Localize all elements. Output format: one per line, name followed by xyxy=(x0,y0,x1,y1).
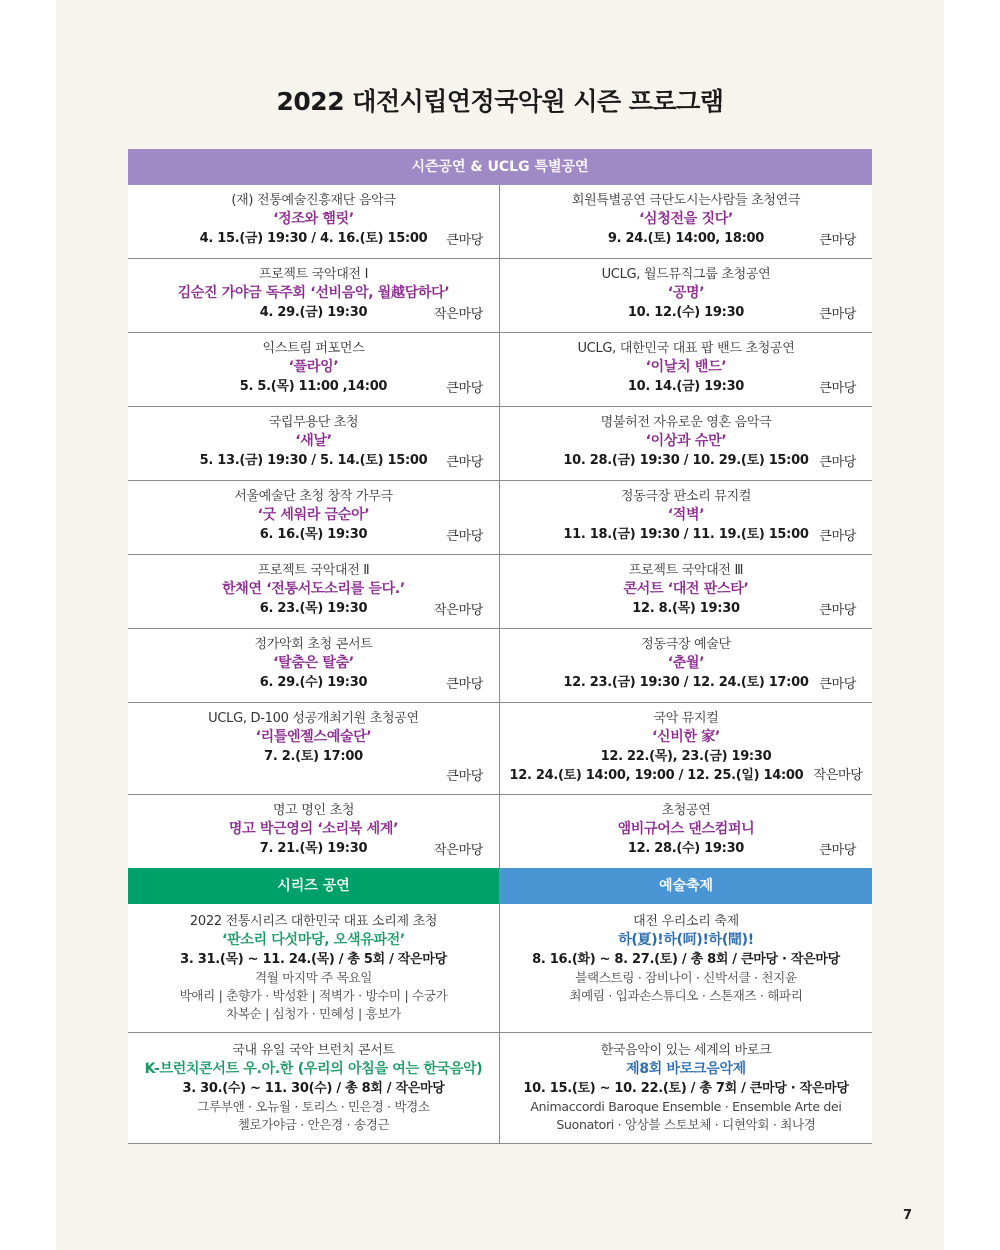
program-venue: 작은마당 xyxy=(433,603,483,618)
table-row xyxy=(128,702,872,794)
program-date: 7. 21.(목) 19:30 xyxy=(259,841,368,856)
program-title: ‘탈춤은 탈춤’ xyxy=(273,655,354,671)
program-subtitle: 정가악회 초청 콘서트 xyxy=(254,637,373,652)
program-venue: 큰마당 xyxy=(446,769,483,784)
series-cell xyxy=(128,1033,500,1143)
program-subtitle: 회원특별공연 극단도시는사람들 초청연극 xyxy=(571,193,801,208)
series-festival-header-row xyxy=(128,868,872,904)
page-number: 7 xyxy=(903,1208,913,1223)
program-date: 12. 24.(토) 14:00, 19:00 / 12. 25.(일) 14:00 xyxy=(509,768,804,783)
program-subtitle: 서울예술단 초청 창작 가무극 xyxy=(234,489,393,504)
program-venue: 작은마당 xyxy=(433,843,483,858)
program-venue: 큰마당 xyxy=(446,455,483,470)
program-date: 3. 30.(수) ~ 11. 30(수) / 총 8회 / 작은마당 xyxy=(182,1081,445,1096)
program-subtitle: 프로젝트 국악대전 Ⅰ xyxy=(258,267,369,282)
program-title: K-브런치콘서트 우.아.한 (우리의 아침을 여는 한국음악) xyxy=(144,1061,483,1077)
festival-section-header: 예술축제 xyxy=(500,868,872,904)
program-venue: 큰마당 xyxy=(446,233,483,248)
program-subtitle: 명불허전 자유로운 영혼 음악극 xyxy=(600,415,772,430)
program-performers: Suonatori · 앙상블 스토보체 · 디현악회 · 최나경 xyxy=(556,1117,816,1132)
program-date: 12. 28.(수) 19:30 xyxy=(627,841,745,856)
program-performers: 최예림 · 입과손스튜디오 · 스톤재즈 · 해파리 xyxy=(569,988,803,1003)
table-row xyxy=(128,554,872,628)
program-cell xyxy=(500,407,872,480)
program-date: 6. 29.(수) 19:30 xyxy=(259,675,368,690)
program-date: 12. 8.(목) 19:30 xyxy=(632,601,740,616)
program-cell xyxy=(128,259,500,332)
program-title: ‘플라잉’ xyxy=(288,359,339,375)
program-cell xyxy=(500,259,872,332)
program-table xyxy=(128,149,872,1144)
program-subtitle: 정동극장 예술단 xyxy=(641,637,731,652)
program-cell xyxy=(128,185,500,258)
program-subtitle: UCLG, 월드뮤직그룹 초청공연 xyxy=(601,267,771,282)
program-date: 10. 14.(금) 19:30 xyxy=(627,379,745,394)
program-venue: 큰마당 xyxy=(446,529,483,544)
table-row xyxy=(128,904,872,1032)
table-row xyxy=(128,480,872,554)
program-date: 12. 23.(금) 19:30 / 12. 24.(토) 17:00 xyxy=(563,675,809,690)
program-cell xyxy=(128,629,500,702)
program-title: ‘판소리 다섯마당, 오색유파전’ xyxy=(222,932,405,948)
program-date: 5. 5.(목) 11:00 ,14:00 xyxy=(239,379,388,394)
program-cell xyxy=(500,481,872,554)
program-cell xyxy=(128,555,500,628)
program-performers: 첼로가야금 · 안은경 · 송경근 xyxy=(237,1117,390,1132)
program-date: 12. 22.(목), 23.(금) 19:30 xyxy=(600,749,772,764)
program-title: ‘리틀엔젤스예술단’ xyxy=(255,729,372,745)
festival-cell xyxy=(500,904,872,1032)
program-venue: 큰마당 xyxy=(819,603,856,618)
program-title: ‘굿 세워라 금순아’ xyxy=(257,507,370,523)
program-venue: 큰마당 xyxy=(446,677,483,692)
program-date: 8. 16.(화) ~ 8. 27.(토) / 총 8회 / 큰마당 · 작은마당 xyxy=(532,952,840,967)
program-date: 10. 28.(금) 19:30 / 10. 29.(토) 15:00 xyxy=(563,453,809,468)
program-title: 명고 박근영의 ‘소리북 세계’ xyxy=(228,821,399,837)
program-subtitle: UCLG, D-100 성공개최기원 초청공연 xyxy=(208,711,419,726)
program-title: 콘서트 ‘대전 판스타’ xyxy=(623,581,749,597)
program-title: ‘심청전을 짓다’ xyxy=(639,211,733,227)
program-venue: 큰마당 xyxy=(819,307,856,322)
table-row xyxy=(128,794,872,868)
program-title: ‘신비한 家’ xyxy=(652,729,720,745)
program-title: ‘공명’ xyxy=(667,285,705,301)
program-detail: 격월 마지막 주 목요일 xyxy=(255,970,372,985)
program-cell xyxy=(128,703,500,794)
program-cell xyxy=(128,795,500,868)
program-date: 10. 15.(토) ~ 10. 22.(토) / 총 7회 / 큰마당 · 작은마당 xyxy=(523,1081,849,1096)
program-performers: 그루부앤 · 오뉴월 · 토리스 · 민은경 · 박경소 xyxy=(197,1099,430,1114)
program-title: 앰비규어스 댄스컴퍼니 xyxy=(617,821,755,837)
program-venue: 큰마당 xyxy=(819,529,856,544)
program-title: ‘새날’ xyxy=(295,433,332,449)
program-cell xyxy=(500,555,872,628)
program-subtitle: 초청공연 xyxy=(661,803,711,818)
program-subtitle: 대전 우리소리 축제 xyxy=(633,914,739,929)
program-subtitle: 프로젝트 국악대전 Ⅱ xyxy=(257,563,370,578)
program-title: 한채연 ‘전통서도소리를 듣다.’ xyxy=(222,581,405,597)
program-subtitle: 2022 전통시리즈 대한민국 대표 소리제 초청 xyxy=(189,914,438,929)
program-subtitle: 국립무용단 초청 xyxy=(268,415,359,430)
program-cell xyxy=(128,407,500,480)
season-rows xyxy=(128,185,872,702)
program-title: 제8회 바로크음악제 xyxy=(626,1061,746,1077)
page-title: 2022 대전시립연정국악원 시즌 프로그램 xyxy=(276,87,724,116)
season-section-header: 시즌공연 & UCLG 특별공연 xyxy=(128,149,872,185)
program-performers: Animaccordi Baroque Ensemble · Ensemble Arte dei xyxy=(530,1099,842,1114)
program-venue: 큰마당 xyxy=(819,677,856,692)
program-title: ‘정조와 햄릿’ xyxy=(273,211,354,227)
program-subtitle: 국내 유일 국악 브런치 콘서트 xyxy=(232,1043,395,1058)
program-cell xyxy=(500,629,872,702)
series-cell xyxy=(128,904,500,1032)
program-subtitle: (재) 전통예술진흥재단 음악극 xyxy=(231,193,396,208)
program-date: 5. 13.(금) 19:30 / 5. 14.(토) 15:00 xyxy=(199,453,428,468)
program-date: 3. 31.(목) ~ 11. 24.(목) / 총 5회 / 작은마당 xyxy=(180,952,447,967)
program-venue: 큰마당 xyxy=(819,233,856,248)
program-subtitle: 익스트림 퍼포먼스 xyxy=(262,341,365,356)
program-title: ‘춘월’ xyxy=(667,655,705,671)
program-title: 김순진 가야금 독주회 ‘선비음악, 월越담하다’ xyxy=(177,285,450,301)
program-subtitle: 국악 뮤지컬 xyxy=(653,711,719,726)
program-date: 7. 2.(토) 17:00 xyxy=(264,749,363,764)
program-subtitle: 프로젝트 국악대전 Ⅲ xyxy=(628,563,744,578)
program-performers: 블랙스트링 · 잠비나이 · 신박서클 · 천지윤 xyxy=(575,970,797,985)
program-performers: 차복순 | 심청가 · 민혜성 | 흥보가 xyxy=(226,1006,401,1021)
program-cell xyxy=(500,795,872,868)
program-subtitle: UCLG, 대한민국 대표 팝 밴드 초청공연 xyxy=(577,341,795,356)
program-date: 9. 24.(토) 14:00, 18:00 xyxy=(607,231,765,246)
table-row xyxy=(128,1032,872,1143)
program-venue: 큰마당 xyxy=(819,381,856,396)
program-subtitle: 정동극장 판소리 뮤지컬 xyxy=(620,489,752,504)
table-row xyxy=(128,406,872,480)
program-venue: 큰마당 xyxy=(819,843,856,858)
program-date: 4. 29.(금) 19:30 xyxy=(259,305,368,320)
table-row xyxy=(128,628,872,702)
table-row xyxy=(128,185,872,258)
program-date: 6. 23.(목) 19:30 xyxy=(259,601,368,616)
program-venue: 큰마당 xyxy=(819,455,856,470)
program-title: 하(夏)!하(呵)!하(閜)! xyxy=(618,932,754,948)
program-cell xyxy=(128,333,500,406)
festival-cell xyxy=(500,1033,872,1143)
program-cell xyxy=(500,185,872,258)
program-venue: 작은마당 xyxy=(433,307,483,322)
program-subtitle: 명고 명인 초청 xyxy=(272,803,355,818)
program-subtitle: 한국음악이 있는 세계의 바로크 xyxy=(600,1043,772,1058)
program-title: ‘이날치 밴드’ xyxy=(645,359,727,375)
program-cell xyxy=(128,481,500,554)
program-venue: 큰마당 xyxy=(446,381,483,396)
program-venue: 작은마당 xyxy=(813,768,863,783)
table-row xyxy=(128,258,872,332)
program-performers: 박애리 | 춘향가 · 박성환 | 적벽가 · 방수미 | 수궁가 xyxy=(179,988,448,1003)
program-date: 4. 15.(금) 19:30 / 4. 16.(토) 15:00 xyxy=(199,231,428,246)
program-cell xyxy=(500,333,872,406)
table-row xyxy=(128,332,872,406)
program-cell xyxy=(500,703,872,794)
program-date: 10. 12.(수) 19:30 xyxy=(627,305,745,320)
program-title: ‘적벽’ xyxy=(667,507,705,523)
series-section-header: 시리즈 공연 xyxy=(128,868,500,904)
program-date: 6. 16.(목) 19:30 xyxy=(259,527,368,542)
program-date: 11. 18.(금) 19:30 / 11. 19.(토) 15:00 xyxy=(563,527,809,542)
program-title: ‘이상과 슈만’ xyxy=(645,433,727,449)
